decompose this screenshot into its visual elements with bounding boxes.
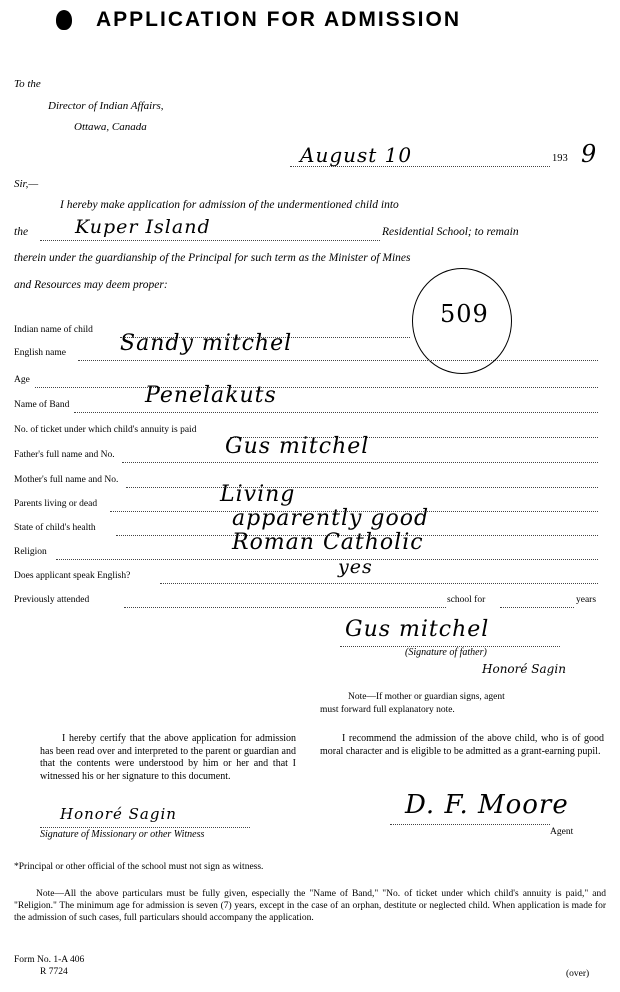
field-label-age: Age	[14, 375, 30, 385]
field-line	[126, 487, 598, 488]
field-label-father: Father's full name and No.	[14, 450, 115, 460]
field-label-ticket: No. of ticket under which child's annuity is paid	[14, 425, 197, 435]
stamp-number: 509	[440, 300, 489, 328]
field-line	[56, 559, 598, 560]
field-line	[74, 412, 598, 413]
bullet-mark	[56, 10, 72, 30]
body-line3: therein under the guardianship of the Principal for such term as the Minister of Mines	[14, 252, 411, 264]
witness-signature: Honoré Sagin	[60, 805, 177, 823]
addressee-line3: Ottawa, Canada	[74, 121, 147, 133]
field-line	[78, 360, 598, 361]
field-label-parents: Parents living or dead	[14, 499, 98, 509]
salutation: Sir,—	[14, 178, 39, 190]
field-label-religion: Religion	[14, 547, 47, 557]
father-signature: Gus mitchel	[345, 617, 490, 642]
signature-line	[40, 827, 250, 828]
note-right-line1: Note—If mother or guardian signs, agent	[348, 692, 505, 702]
date-year-prefix: 193	[552, 153, 568, 164]
body-line1: I hereby make application for admission of the undermentioned child into	[60, 199, 399, 211]
addressee-line2: Director of Indian Affairs,	[48, 100, 164, 112]
form-number: Form No. 1-A 406	[14, 955, 85, 965]
certify-paragraph: I hereby certify that the above application for admission has been read over and interpreted to the parent or guardian and that the contents were understood by him or her and that I witnessed his or her signature to this document.	[40, 733, 296, 782]
body-line2-tail: Residential School; to remain	[382, 226, 519, 238]
field-line	[500, 607, 574, 608]
field-label-previously: Previously attended	[14, 595, 90, 605]
date-year-digit: 9	[581, 140, 598, 168]
page-title: APPLICATION FOR ADMISSION	[96, 8, 461, 31]
over-label: (over)	[566, 969, 590, 979]
field-label-band: Name of Band	[14, 400, 70, 410]
field-value-parents: Living	[220, 482, 296, 507]
agent-signature: D. F. Moore	[405, 790, 569, 820]
date-handwritten: August 10	[300, 143, 413, 167]
note-bottom: Note—All the above particulars must be fully given, especially the "Name of Band," "No. of ticket under which child's annuity is paid," and "Religion." The minimum age for admission is seven (7) years, except in the case of an orphan, destitute or neglected child. When application is made for the admission of such cases, full particulars should accompany the application.	[14, 889, 606, 923]
witness-signature-caption: Signature of Missionary or other Witness	[40, 829, 205, 840]
father-signature-caption: (Signature of father)	[405, 647, 487, 658]
field-value-english: yes	[338, 556, 373, 578]
agent-caption: Agent	[550, 827, 574, 837]
footnote: *Principal or other official of the school must not sign as witness.	[14, 862, 264, 872]
field-value-english-name: Sandy mitchel	[120, 331, 293, 356]
field-line	[124, 607, 446, 608]
field-line	[160, 583, 598, 584]
field-label-english: Does applicant speak English?	[14, 571, 131, 581]
field-value-father: Gus mitchel	[225, 434, 370, 459]
school-for-label: school for	[447, 595, 486, 605]
years-label: years	[576, 595, 597, 605]
body-the: the	[14, 226, 29, 238]
note-right-line2: must forward full explanatory note.	[320, 705, 455, 715]
field-label-mother: Mother's full name and No.	[14, 475, 119, 485]
body-line4: and Resources may deem proper:	[14, 279, 168, 291]
school-name: Kuper Island	[75, 216, 211, 238]
addressee-line1: To the	[14, 78, 41, 90]
school-line	[40, 240, 380, 241]
signature-line	[390, 824, 550, 825]
field-value-religion: Roman Catholic	[232, 530, 424, 555]
field-label-english-name: English name	[14, 348, 66, 358]
recommend-paragraph: I recommend the admission of the above child, who is of good moral character and is eligible to be admitted as a grant-earning pupil.	[320, 733, 604, 757]
field-line	[35, 387, 598, 388]
field-label-indian-name: Indian name of child	[14, 325, 93, 335]
form-reference: R 7724	[40, 967, 68, 977]
witness-mark: Honoré Sagin	[482, 662, 566, 676]
date-line	[290, 166, 550, 167]
field-value-band: Penelakuts	[145, 383, 277, 408]
field-value-health: apparently good	[232, 506, 430, 531]
field-label-health: State of child's health	[14, 523, 96, 533]
field-line	[122, 462, 598, 463]
